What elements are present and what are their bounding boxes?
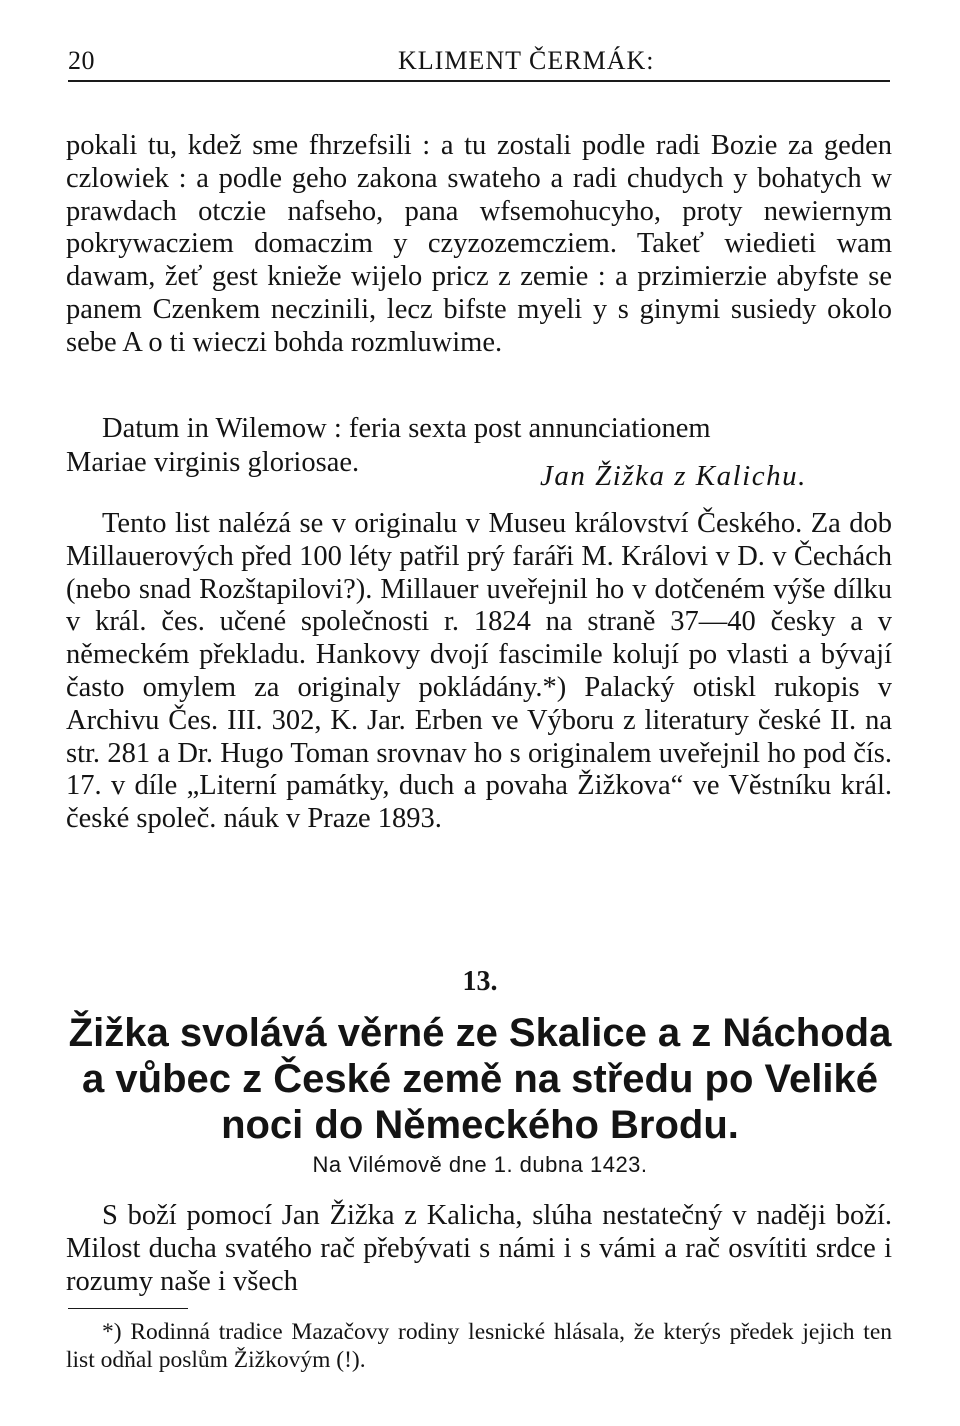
letter-paragraph: pokali tu, kdež sme fhrzefsili : a tu zostali podle radi Bozie za geden czlowiek : a podle geho zakona swateho a radi chudych y bohatych w prawdach otczie nafseho, pana wfsemohucyho, proty newiernym pokrywacziem domaczim y czyzozemcziem. Takeť wiedieti wam dawam, žeť gest knieže wijelo pricz z zemie : a przimierzie abyfste se panem Czenkem neczinili, lecz bifste myeli y s ginymi susiedy okolo sebe A o ti wieczi bohda rozmluwime. <box>66 130 892 358</box>
section-subtitle: Na Vilémově dne 1. dubna 1423. <box>312 1152 648 1177</box>
footnote-rule <box>68 1308 188 1309</box>
running-title: KLIMENT ČERMÁK: <box>398 46 655 75</box>
letter-datum-line-2: Mariae virginis gloriosae. <box>66 447 360 478</box>
section-title: Žižka svolává věrné ze Skalice a z Náchoda a vůbec z České země na středu po Veliké noci do Německého Brodu. <box>68 1011 892 1147</box>
letter-datum-line: Datum in Wilemow : feria sexta post annunciationem <box>102 413 711 444</box>
letter-body <box>66 130 892 360</box>
commentary-paragraph: Tento list nalézá se v originalu v Museu království Českého. Za dob Millauerových před 100 léty patřil prý faráři M. Královi v D. v Čechách (nebo snad Rozštapilovi?). Millauer uveřejnil ho v dotčeném výše dílku v král. čes. učené společnosti r. 1824 na straně 37—40 česky a v německém překladu. Hankovy dvojí fascimile kolují po vlasti a bývají často omylem za originaly pokládány.*) Palacký otiskl rukopis v Archivu Čes. III. 302, K. Jar. Erben ve Výboru z literatury české II. na str. 281 a Dr. Hugo Toman srovnav ho s originalem uveřejnil ho pod čís. 17. v díle „Literní památky, duch a povaha Žižkova“ ve Věstníku král. české společ. náuk v Praze 1893. <box>66 508 892 835</box>
page-number: 20 <box>68 46 95 75</box>
commentary-block <box>66 508 892 836</box>
section-number: 13. <box>462 966 498 997</box>
running-header <box>68 46 890 86</box>
letter-signature: Jan Žižka z Kalichu. <box>540 460 807 492</box>
header-rule <box>68 80 890 82</box>
footnote <box>66 1318 892 1374</box>
footnote-text: *) Rodinná tradice Mazačovy rodiny lesnické hlásala, že kterýs předek jejich ten list odňal poslům Žižkovým (!). <box>66 1319 892 1373</box>
opening-paragraph: S boží pomocí Jan Žižka z Kalicha, slúha nestatečný v naději boží. Milost ducha svatého rač přebývati s námi i s vámi a rač osvítiti srdce i rozumy naše i všech <box>66 1200 892 1297</box>
section-opening <box>66 1200 892 1298</box>
